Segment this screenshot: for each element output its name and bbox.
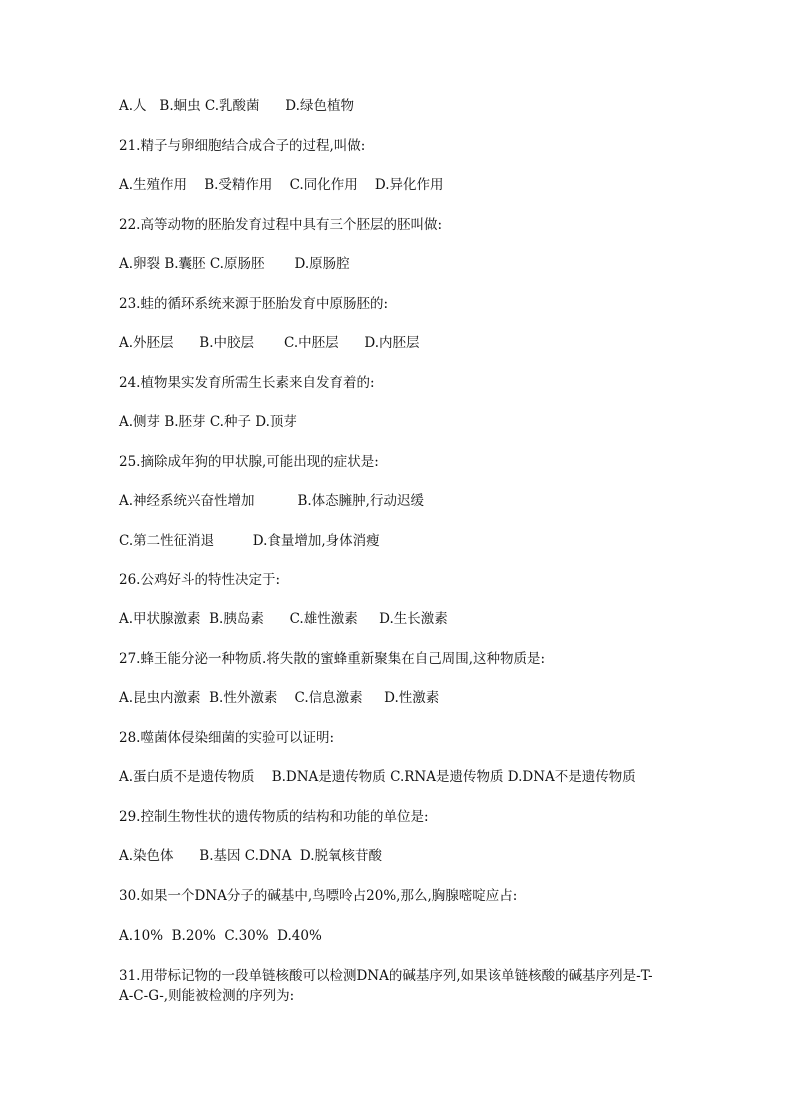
answer-options-27: A.昆虫内激素 B.性外激素 C.信息激素 D.性激素 <box>119 690 440 706</box>
question-24: 24.植物果实发育所需生长素来自发育着的: <box>119 375 375 391</box>
answer-options-22: A.卵裂 B.囊胚 C.原肠胚 D.原肠腔 <box>119 256 350 272</box>
question-28: 28.噬菌体侵染细菌的实验可以证明: <box>119 730 335 746</box>
question-21: 21.精子与卵细胞结合成合子的过程,叫做: <box>119 138 366 154</box>
question-26: 26.公鸡好斗的特性决定于: <box>119 572 281 588</box>
answer-options-25-cd: C.第二性征消退 D.食量增加,身体消瘦 <box>119 533 380 549</box>
question-31: 31.用带标记物的一段单链核酸可以检测DNA的碱基序列,如果该单链核酸的碱基序列是-T-A-C-G-,则能被检测的序列为: <box>119 968 653 1004</box>
question-30: 30.如果一个DNA分子的碱基中,鸟嘌呤占20%,那么,胸腺嘧啶应占: <box>119 888 518 904</box>
answer-options-24: A.侧芽 B.胚芽 C.种子 D.顶芽 <box>119 414 297 430</box>
answer-options-29: A.染色体 B.基因 C.DNA D.脱氧核苷酸 <box>119 848 383 864</box>
answer-options-28: A.蛋白质不是遗传物质 B.DNA是遗传物质 C.RNA是遗传物质 D.DNA不是遗传物质 <box>119 769 636 785</box>
answer-options-30: A.10% B.20% C.30% D.40% <box>119 928 322 944</box>
answer-options-26: A.甲状腺激素 B.胰岛素 C.雄性激素 D.生长激素 <box>119 611 448 627</box>
question-29: 29.控制生物性状的遗传物质的结构和功能的单位是: <box>119 809 429 825</box>
answer-options-23: A.外胚层 B.中胶层 C.中胚层 D.内胚层 <box>119 335 420 351</box>
question-25: 25.摘除成年狗的甲状腺,可能出现的症状是: <box>119 454 379 470</box>
answer-options-21: A.生殖作用 B.受精作用 C.同化作用 D.异化作用 <box>119 177 444 193</box>
question-27: 27.蜂王能分泌一种物质.将失散的蜜蜂重新聚集在自己周围,这种物质是: <box>119 651 546 667</box>
answer-options-25-ab: A.神经系统兴奋性增加 B.体态臃肿,行动迟缓 <box>119 493 424 509</box>
answer-options-20: A.人 B.蛔虫 C.乳酸菌 D.绿色植物 <box>119 98 354 114</box>
question-23: 23.蛙的循环系统来源于胚胎发育中原肠胚的: <box>119 296 389 312</box>
question-22: 22.高等动物的胚胎发育过程中具有三个胚层的胚叫做: <box>119 217 443 233</box>
